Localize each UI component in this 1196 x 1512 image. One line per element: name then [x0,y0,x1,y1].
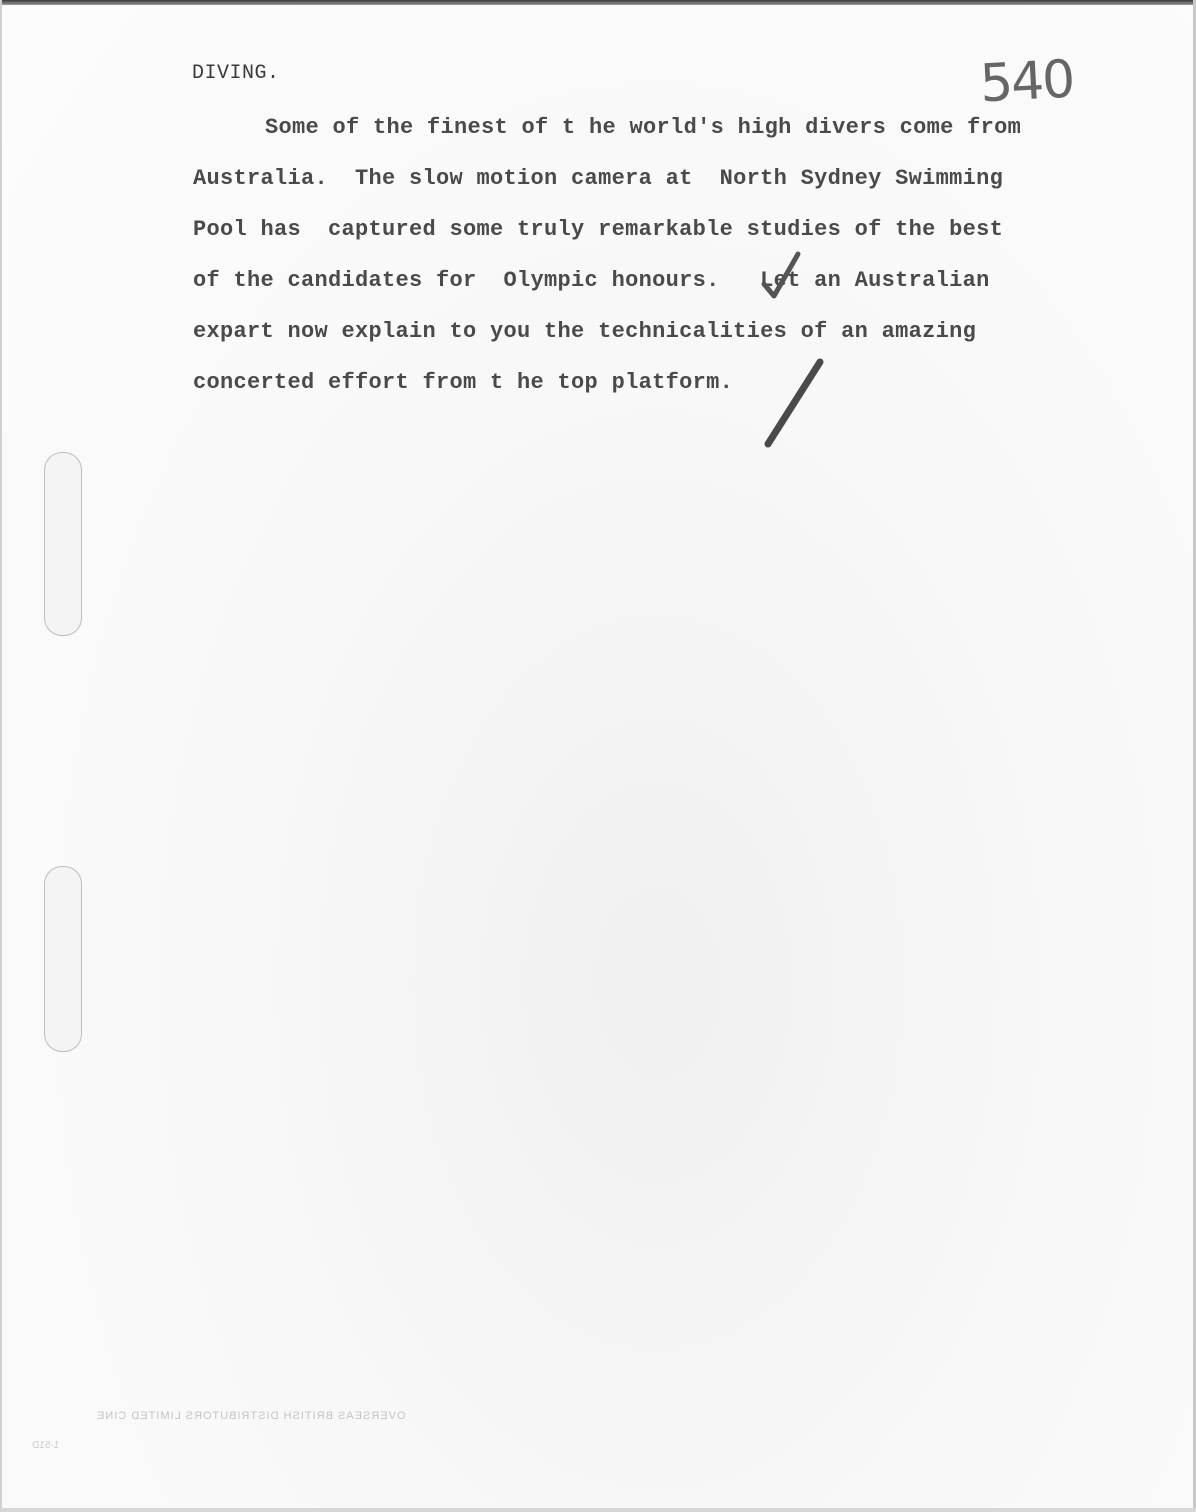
footer-imprint: OVERSEAS BRITISH DISTRIBUTORS LIMITED CINE [96,1410,406,1422]
check-mark-icon [758,250,806,306]
body-line: Australia. The slow motion camera at North Sydney Swimming [193,166,1004,191]
body-paragraph [193,108,1123,414]
body-line: Pool has captured some truly remarkable studies of the best [193,217,1004,242]
slash-mark-icon [754,356,830,452]
punch-hole-top [44,452,82,636]
punch-hole-bottom [44,866,82,1052]
page-bottom-edge [0,1508,1196,1512]
body-line: of the candidates for Olympic honours. Let an Australian [193,268,990,293]
footer-code: 1-51D [32,1440,60,1451]
body-line: Some of the finest of t he world's high divers come from [265,115,1022,140]
page-top-edge [0,0,1196,5]
body-line: expart now explain to you the technicalities of an amazing [193,319,977,344]
document-heading: DIVING. [192,62,280,85]
page-left-edge [0,0,2,1512]
handwritten-page-number: 540 [978,49,1075,115]
body-line: concerted effort from t he top platform. [193,370,734,395]
